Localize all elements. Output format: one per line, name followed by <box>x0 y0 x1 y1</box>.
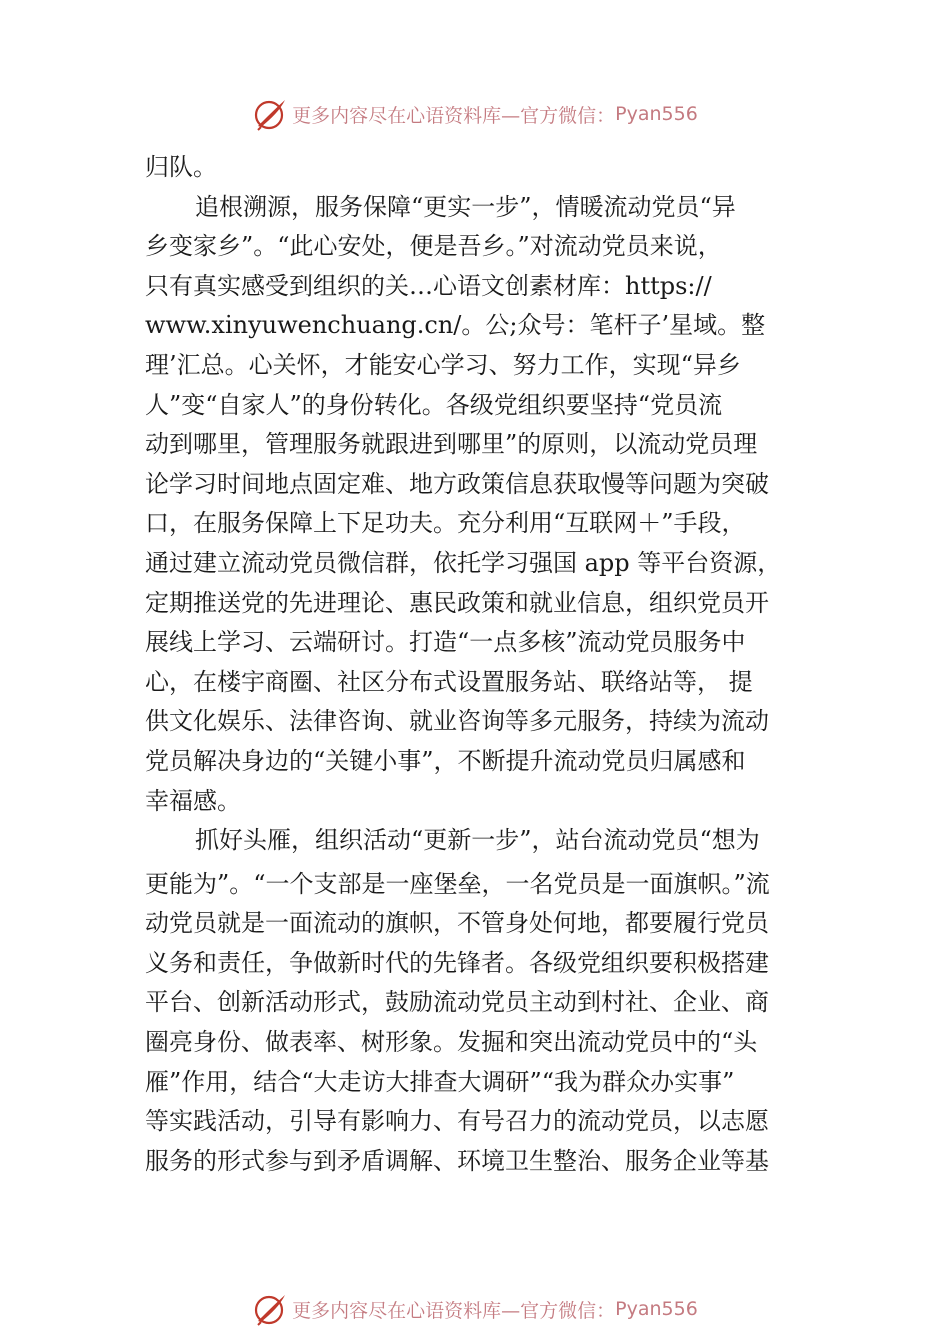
banner-text: 更多内容尽在心语资料库—官方微信： <box>292 1299 616 1322</box>
header-banner <box>0 94 950 134</box>
text-line: 口，在服务保障上下足功夫。充分利用“互联网＋”手段， <box>145 509 746 538</box>
text-line: 理’汇总。心关怀，才能安心学习、努力工作，实现“异乡 <box>145 350 741 379</box>
text-line: 等实践活动，引导有影响力、有号召力的流动党员，以志愿 <box>145 1107 769 1136</box>
text-line: 展线上学习、云端研讨。打造“一点多核”流动党员服务中 <box>145 628 746 657</box>
banner-wechat-id: Pyan556 <box>615 103 698 125</box>
text-line: 动到哪里，管理服务就跟进到哪里”的原则，以流动党员理 <box>145 430 758 459</box>
text-line: 通过建立流动党员微信群，依托学习强国 app 等平台资源， <box>145 548 782 577</box>
text-line: 党员解决身边的“关键小事”，不断提升流动党员归属感和 <box>145 746 746 775</box>
quill-logo-icon <box>252 1291 288 1327</box>
paragraph-start-line: 抓好头雁，组织活动“更新一步”，站台流动党员“想为 <box>195 826 760 855</box>
text-line: 动党员就是一面流动的旗帜，不管身处何地，都要履行党员 <box>145 909 769 938</box>
text-line: 服务的形式参与到矛盾调解、环境卫生整治、服务企业等基 <box>145 1146 769 1175</box>
text-line: 圈亮身份、做表率、树形象。发掘和突出流动党员中的“头 <box>145 1028 758 1057</box>
text-line: 心，在楼宇商圈、社区分布式设置服务站、联络站等， 提 <box>145 667 753 696</box>
text-line: 归队。 <box>145 153 217 181</box>
text-line: 雁”作用，结合“大走访大排查大调研”“我为群众办实事” <box>145 1067 735 1096</box>
document-body <box>145 148 810 1181</box>
text-line: www.xinyuwenchuang.cn/。公;众号：笔杆子’星域。整 <box>145 311 766 340</box>
text-line: 定期推送党的先进理论、惠民政策和就业信息，组织党员开 <box>145 588 769 617</box>
footer-banner <box>0 1289 950 1329</box>
banner-text: 更多内容尽在心语资料库—官方微信： <box>292 104 616 127</box>
text-line: 平台、创新活动形式，鼓励流动党员主动到村社、企业、商 <box>145 988 769 1017</box>
text-line: 更能为”。“一个支部是一座堡垒，一名党员是一面旗帜。”流 <box>145 869 770 898</box>
text-line: 供文化娱乐、法律咨询、就业咨询等多元服务，持续为流动 <box>145 707 769 736</box>
banner-wechat-id: Pyan556 <box>615 1298 698 1320</box>
quill-logo-icon <box>252 96 288 132</box>
paragraph-start-line: 追根溯源，服务保障“更实一步”，情暖流动党员“异 <box>195 192 736 221</box>
text-line: 论学习时间地点固定难、地方政策信息获取慢等问题为突破 <box>145 469 769 498</box>
text-line: 义务和责任，争做新时代的先锋者。各级党组织要积极搭建 <box>145 948 769 977</box>
text-line: 只有真实感受到组织的关…心语文创素材库：https:// <box>145 271 712 300</box>
text-line: 乡变家乡”。“此心安处，便是吾乡。”对流动党员来说， <box>145 232 722 261</box>
text-line: 幸福感。 <box>145 786 241 815</box>
text-line: 人”变“自家人”的身份转化。各级党组织要坚持“党员流 <box>145 390 723 419</box>
